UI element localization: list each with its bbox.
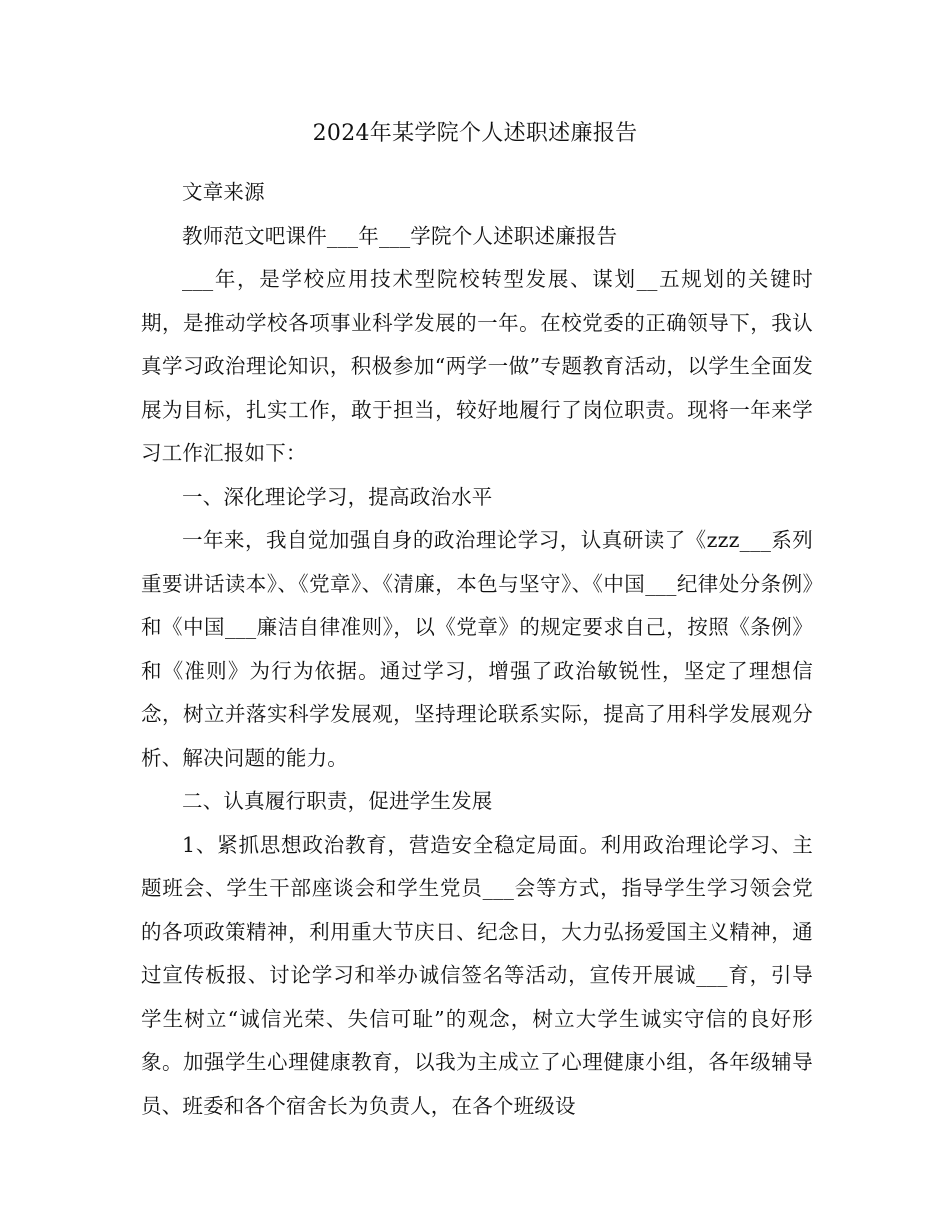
paragraph-subtitle: 教师范文吧课件___年___学院个人述职述廉报告 [182, 223, 618, 248]
document-title: 2024年某学院个人述职述廉报告 [312, 121, 638, 146]
section-heading-1: 一、深化理论学习，提高政治水平 [182, 484, 493, 509]
document-body [141, 171, 813, 1128]
section-heading-2: 二、认真履行职责，促进学生发展 [182, 789, 493, 813]
paragraph-intro: ___年，是学校应用技术型院校转型发展、谋划__五规划的关键时期，是推动学校各项事业科学发展的一年。在校党委的正确领导下，我认真学习政治理论知识，积极参加“两学一做”专题教育活动，以学生全面发展为目标，扎实工作，敢于担当，较好地履行了岗位职责。现将一年来学习工作汇报如下： [141, 267, 813, 465]
paragraph-theory-study: 一年来，我自觉加强自身的政治理论学习，认真研读了《zzz___系列重要讲话读本》、《党章》、《清廉，本色与坚守》、《中国___纪律处分条例》和《中国___廉洁自律准则》，以《党章》的规定要求自己，按照《条例》和《准则》为行为依据。通过学习，增强了政治敏锐性，坚定了理想信念，树立并落实科学发展观，坚持理论联系实际，提高了用科学发展观分析、解决问题的能力。 [141, 528, 813, 770]
paragraph-source: 文章来源 [182, 180, 265, 204]
paragraph-political-education: 1、紧抓思想政治教育，营造安全稳定局面。利用政治理论学习、主题班会、学生干部座谈会和学生党员___会等方式，指导学生学习领会党的各项政策精神，利用重大节庆日、纪念日，大力弘扬爱国主义精神，通过宣传板报、讨论学习和举办诚信签名等活动，宣传开展诚___育，引导学生树立“诚信光荣、失信可耻”的观念，树立大学生诚实守信的良好形象。加强学生心理健康教育，以我为主成立了心理健康小组，各年级辅导员、班委和各个宿舍长为负责人，在各个班级设 [141, 832, 813, 1118]
